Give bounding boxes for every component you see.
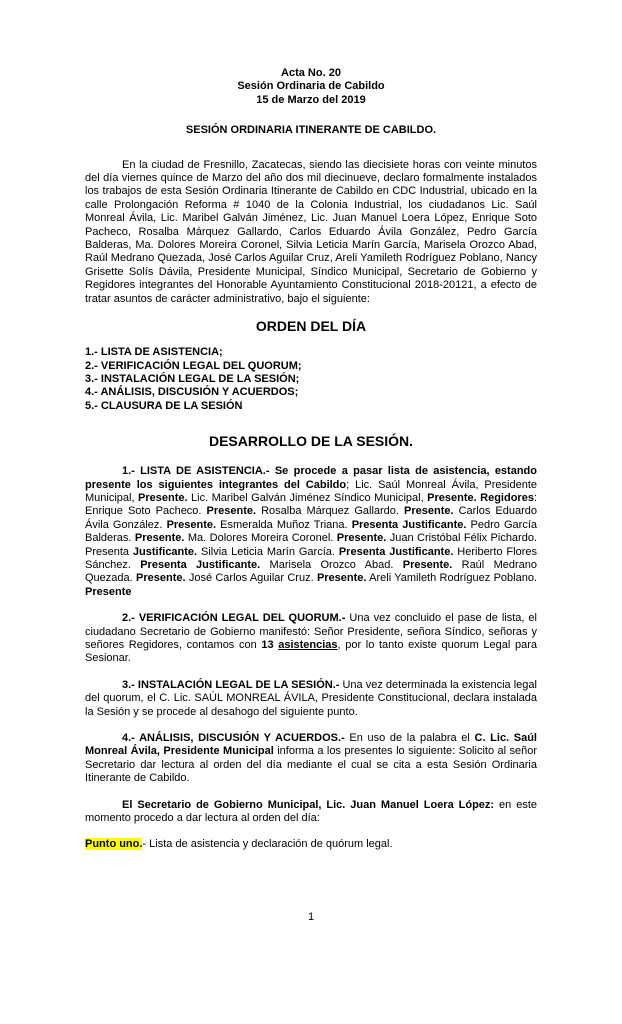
- orden-del-dia-title: ORDEN DEL DÍA: [255, 318, 367, 335]
- agenda-item-4: 4.- ANÁLISIS, DISCUSIÓN Y ACUERDOS;: [85, 386, 299, 399]
- paragraph-punto-uno: Punto uno.- Lista de asistencia y declaración de quórum legal.: [85, 838, 393, 851]
- agenda-item-5: 5.- CLAUSURA DE LA SESIÓN: [85, 399, 243, 412]
- session-subtitle: SESIÓN ORDINARIA ITINERANTE DE CABILDO.: [185, 124, 437, 137]
- agenda-item-2: 2.- VERIFICACIÓN LEGAL DEL QUORUM;: [85, 359, 302, 372]
- page-number: 1: [307, 911, 315, 923]
- session-date: 15 de Marzo del 2019: [256, 93, 366, 106]
- paragraph-instalacion-legal: 3.- INSTALACIÓN LEGAL DE LA SESIÓN.- Una vez determinada la existencia legal del quorum, el C. Lic. SAÚL MONREAL ÁVILA, Presidente Constitucional, declara instalada la Sesión y se procede al desahogo del siguiente punto.: [85, 678, 537, 718]
- paragraph-lista-asistencia: 1.- LISTA DE ASISTENCIA.- Se procede a pasar lista de asistencia, estando presente los siguientes integrantes del Cabildo; Lic. Saúl Monreal Ávila, Presidente Municipal, Presente. Lic. Maribel Galván Jiménez Síndico Municipal, Presente. Regidores: Enrique Soto Pacheco. Presente. Rosalba Márquez Gallardo. Presente. Carlos Eduardo Ávila González. Presente. Esmeralda Muñoz Triana. Presenta Justificante. Pedro García Balderas. Presente. Ma. Dolores Moreira Coronel. Presente. Juan Cristóbal Félix Pichardo. Presenta Justificante. Silvia Leticia Marín García. Presenta Justificante. Heriberto Flores Sánchez. Presenta Justificante. Marisela Orozco Abad. Presente. Raúl Medrano Quezada. Presente. José Carlos Aguilar Cruz. Presente. Areli Yamileth Rodríguez Poblano. Presente: [85, 465, 538, 598]
- document-header: [85, 67, 537, 107]
- agenda-item-1: 1.- LISTA DE ASISTENCIA;: [85, 346, 223, 359]
- paragraph-secretario-lectura: El Secretario de Gobierno Municipal, Lic. Juan Manuel Loera López: en este momento procedo a dar lectura al orden del día:: [85, 798, 538, 825]
- desarrollo-title: DESARROLLO DE LA SESIÓN.: [208, 433, 414, 450]
- session-body: [85, 465, 537, 852]
- intro-paragraph: En la ciudad de Fresnillo, Zacatecas, siendo las diecisiete horas con veinte minutos del día viernes quince de Marzo del año dos mil diecinueve, declaro formalmente instalados los trabajos de esta Sesión Ordinaria Itinerante de Cabildo en CDC Industrial, ubicado en la calle Prolongación Reforma # 1040 de la Colonia Industrial, los ciudadanos Lic. Saúl Monreal Ávila, Lic. Maribel Galván Jiménez, Lic. Juan Manuel Loera López, Enrique Soto Pacheco, Rosalba Márquez Gallardo, Carlos Eduardo Ávila González, Pedro García Balderas, Ma. Dolores Moreira Coronel, Silvia Leticia Marín García, Marisela Orozco Abad, Raúl Medrano Quezada, José Carlos Aguilar Cruz, Areli Yamileth Rodríguez Poblano, Nancy Grisette Solís Dávila, Presidente Municipal, Síndico Municipal, Secretario de Gobierno y Regidores integrantes del Honorable Ayuntamiento Constitucional 2018-20121, a efecto de tratar asuntos de carácter administrativo, bajo el siguiente:: [85, 158, 537, 305]
- agenda-item-3: 3.- INSTALACIÓN LEGAL DE LA SESIÓN;: [85, 372, 300, 385]
- paragraph-analisis-acuerdos: 4.- ANÁLISIS, DISCUSIÓN Y ACUERDOS.- En uso de la palabra el C. Lic. Saúl Monreal Ávila, Presidente Municipal informa a los presentes lo siguiente: Solicito al señor Secretario dar lectura al orden del día mediante el cual se cita a esta Sesión Ordinaria Itinerante de Cabildo.: [85, 732, 538, 785]
- paragraph-verificacion-quorum: 2.- VERIFICACIÓN LEGAL DEL QUORUM.- Una vez concluido el pase de lista, el ciudadano Secretario de Gobierno manifestó: Señor Presidente, señora Síndico, señoras y señores Regidores, contamos con 13 asistencias, por lo tanto existe quorum Legal para Sesionar.: [85, 612, 537, 665]
- agenda-list: [85, 346, 537, 413]
- session-title: Sesión Ordinaria de Cabildo: [237, 80, 385, 93]
- acta-number: Acta No. 20: [281, 67, 341, 79]
